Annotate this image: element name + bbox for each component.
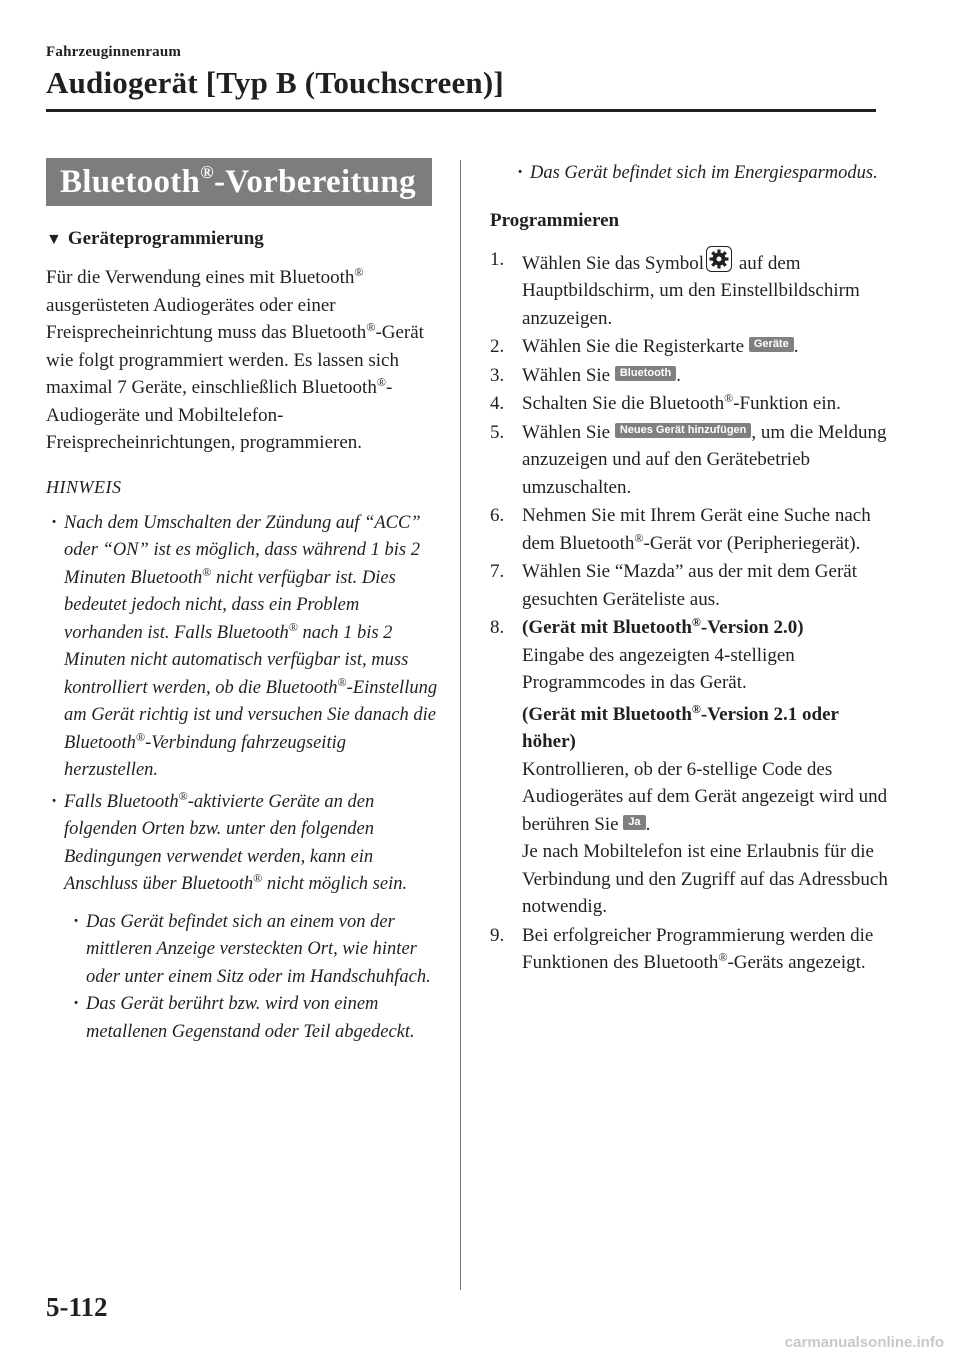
ja-key: Ja: [623, 815, 645, 830]
note-heading: HINWEIS: [46, 476, 122, 497]
bullet: ·: [51, 512, 58, 533]
section-label: Fahrzeuginnenraum: [46, 44, 182, 60]
section-title: Bluetooth®-Vorbereitung: [46, 158, 432, 206]
triangle-down-icon: ▼: [46, 231, 62, 248]
note-sub-list: [46, 909, 441, 1047]
step-8: 8. (Gerät mit Bluetooth®-Version 2.0) Eingabe des angezeigten 4-stelligen Programmcodes in das Gerät. (Gerät mit Bluetooth®-Version 2.1 oder höher) Kontrollieren, ob der 6-stellige Code des Audiogerätes auf dem Gerät angezeigt wird und berühren Sie Ja . Je nach Mobiltelefon ist eine Erlaubnis für die Verbindung und den Zugriff auf das Adressbuch notwendig.: [490, 614, 890, 921]
step-8-heading-v20: (Gerät mit Bluetooth®-Version 2.0): [522, 615, 804, 638]
step-2: 2. Wählen Sie die Registerkarte Geräte .: [490, 336, 799, 357]
header-rule: [46, 109, 876, 112]
bullet: ·: [73, 994, 80, 1014]
step-8-permission-text: Je nach Mobiltelefon ist eine Erlaubnis für die Verbindung und den Zugriff auf das Adressbuch notwendig.: [522, 841, 888, 917]
column-divider: [460, 160, 461, 1290]
sub-note-item: · Das Gerät befindet sich im Energiesparmodus.: [512, 160, 890, 188]
bullet: ·: [51, 791, 58, 812]
page-header: [46, 44, 876, 101]
step-4: 4. Schalten Sie die Bluetooth®-Funktion ein.: [490, 391, 841, 414]
sub-note-item: · Das Gerät berührt bzw. wird von einem metallenen Gegenstand oder Teil abgedeckt.: [68, 991, 441, 1046]
step-3: 3. Wählen Sie Bluetooth .: [490, 364, 681, 386]
geraete-tab-key: Geräte: [749, 337, 794, 352]
step-1: 1. Wählen Sie das Symbol auf dem Hauptbildschirm, um den Einstellbildschirm anzuzeigen.: [490, 246, 890, 333]
chapter-title: Audiogerät [Typ B (Touchscreen)]: [46, 65, 504, 100]
page-number: 5-112: [46, 1292, 108, 1322]
note-item: · Falls Bluetooth®-aktivierte Geräte an den folgenden Orten bzw. unter den folgenden Bedingungen verwendet werden, kann ein Anschluss über Bluetooth® nicht möglich sein.: [51, 788, 408, 894]
bullet: ·: [517, 163, 524, 183]
note-list: [46, 510, 441, 1047]
intro-paragraph: Für die Verwendung eines mit Bluetooth® ausgerüsteten Audiogerätes oder einer Freisprecheinrichtung muss das Bluetooth®-Gerät wie folgt programmiert werden. Es lassen sich maximal 7 Geräte, einschließlich Bluetooth®-Audiogeräte und Mobiltelefon-Freisprecheinrichtungen, programmieren.: [46, 265, 424, 453]
step-8-text-v20: Eingabe des angezeigten 4-stelligen Programmcodes in das Gerät.: [522, 644, 795, 693]
step-8-text-v21: Kontrollieren, ob der 6-stellige Code des Audiogerätes auf dem Gerät angezeigt wird und berühren Sie Ja .: [522, 758, 888, 835]
step-8-heading-v21: (Gerät mit Bluetooth®-Version 2.1 oder höher): [522, 701, 839, 752]
step-7: 7. Wählen Sie “Mazda” aus der mit dem Gerät gesuchten Geräteliste aus.: [490, 561, 857, 610]
bullet: ·: [73, 911, 80, 932]
watermark: carmanualsonline.info: [784, 1334, 944, 1351]
note-item: · Nach dem Umschalten der Zündung auf “ACC” oder “ON” ist es möglich, dass während 1 bis 2 Minuten Bluetooth® nicht verfügbar ist. Dies bedeutet jedoch nicht, dass ein Problem vorhanden ist. Falls Bluetooth® nach 1 bis 2 Minuten nicht automatisch verfügbar ist, muss kontrolliert werden, ob die Bluetooth®-Einstellung am Gerät richtig ist und versuchen Sie danach die Bluetooth®-Verbindung fahrzeugseitig herzustellen.: [46, 510, 441, 785]
right-column: [490, 160, 890, 978]
step-5: 5. Wählen Sie Neues Gerät hinzufügen , um die Meldung anzuzeigen und auf den Gerätebetrieb umzuschalten.: [490, 421, 887, 498]
left-column: [46, 158, 441, 1046]
subheading: ▼ Geräteprogrammierung: [46, 228, 264, 249]
add-device-key: Neues Gerät hinzufügen: [615, 423, 752, 438]
step-9: 9. Bei erfolgreicher Programmierung werden die Funktionen des Bluetooth®-Geräts angezeigt.: [490, 924, 874, 973]
step-list: [490, 246, 890, 977]
step-6: 6. Nehmen Sie mit Ihrem Gerät eine Suche nach dem Bluetooth®-Gerät vor (Peripheriegerät).: [490, 505, 871, 554]
sub-note-item: · Das Gerät befindet sich an einem von der mittleren Anzeige versteckten Ort, wie hinter oder unter einem Sitz oder im Handschuhfach.: [68, 909, 441, 992]
bluetooth-key: Bluetooth: [615, 366, 676, 381]
gear-icon: [706, 246, 732, 272]
programming-heading: Programmieren: [490, 209, 620, 231]
